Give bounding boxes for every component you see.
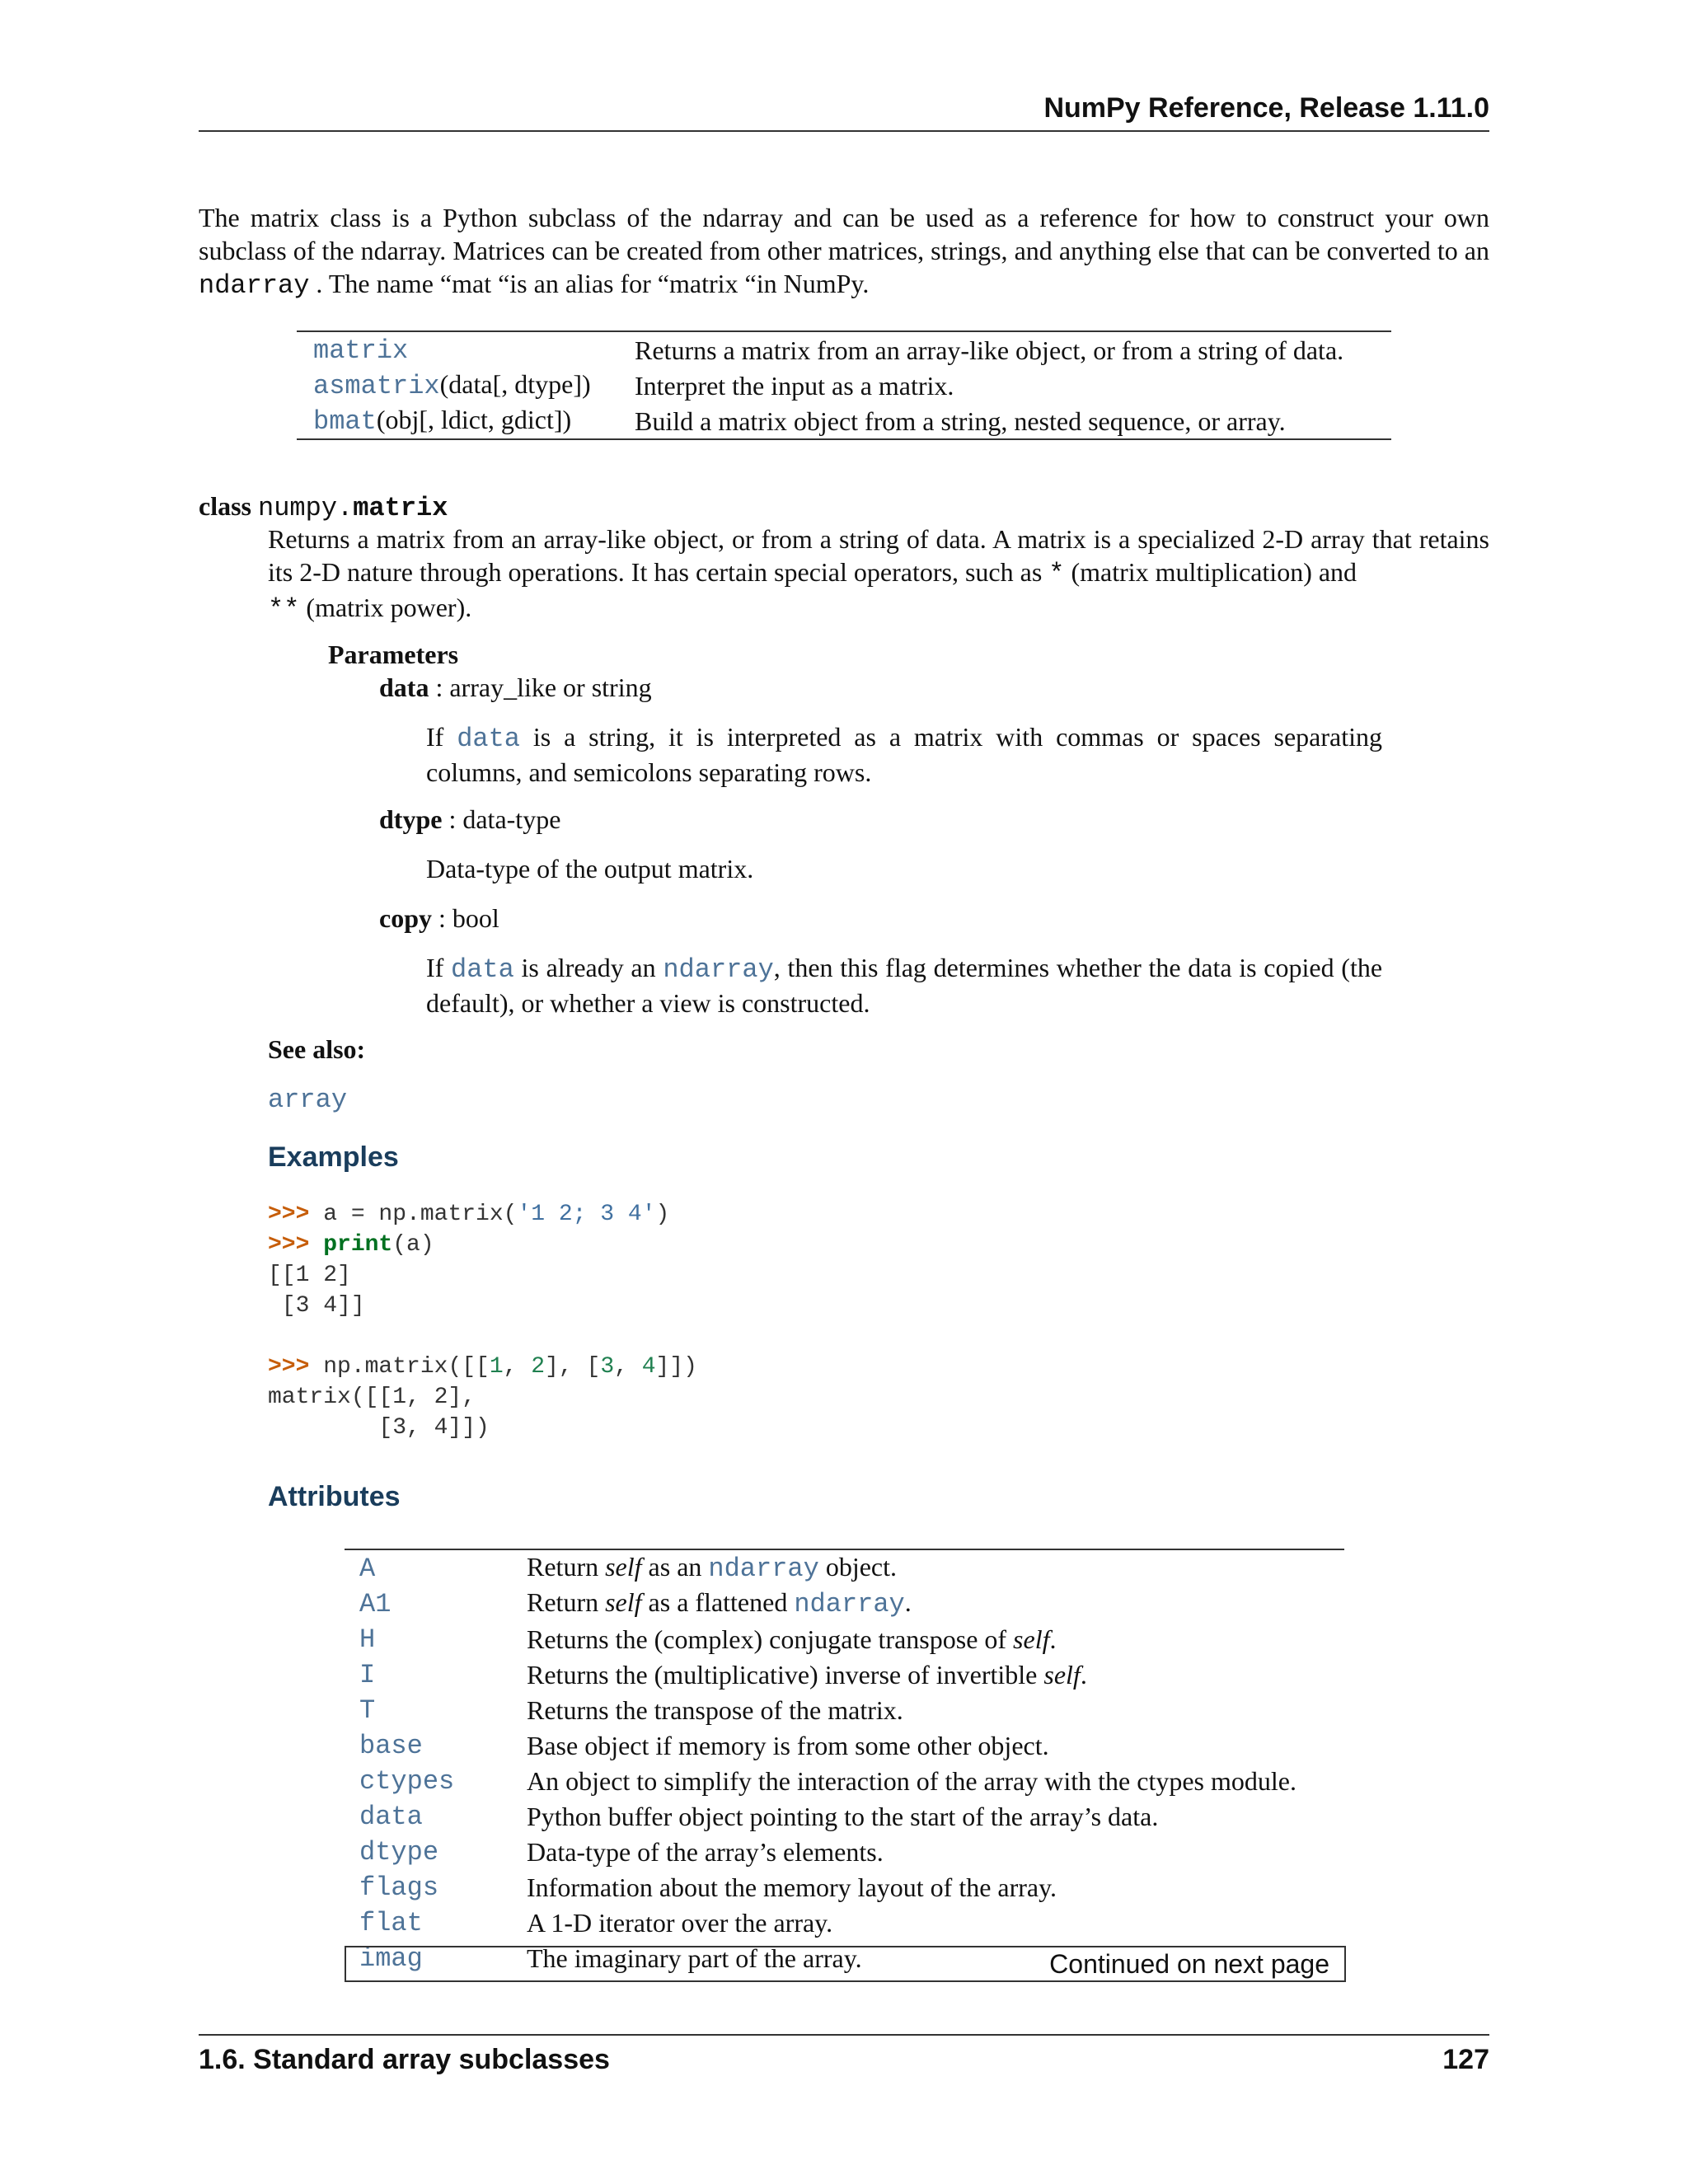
table-row: [345, 1621, 1344, 1657]
intro-text-end: . The name “mat “is an alias for “matrix “in NumPy.: [316, 269, 870, 298]
continued-text: Continued on next page: [1049, 1949, 1329, 1979]
attribute-link-ctypes[interactable]: ctypes: [359, 1766, 455, 1797]
bmat-link[interactable]: bmat: [313, 406, 377, 437]
examples-heading: Examples: [268, 1141, 399, 1173]
signature: (obj[, ldict, gdict]): [376, 405, 572, 434]
output-line: [3 4]]: [268, 1293, 365, 1319]
attribute-description: [512, 1692, 1344, 1727]
desc-text: An object to simplify the interaction of the array with the ctypes module.: [527, 1765, 1296, 1796]
table-row: [345, 1763, 1344, 1798]
asmatrix-link[interactable]: asmatrix: [313, 371, 440, 401]
attribute-link-a[interactable]: A: [359, 1554, 376, 1584]
page-header: [199, 92, 1489, 132]
param-type: : array_like or string: [429, 673, 652, 702]
param-text: is already an: [521, 953, 656, 982]
operator-power: **: [268, 594, 300, 625]
code-text: ): [655, 1202, 670, 1227]
code-text: ]]): [655, 1354, 697, 1380]
table-row: [345, 1905, 1344, 1940]
table-row: [345, 1798, 1344, 1834]
example-code-block: [268, 1199, 697, 1443]
document-title: NumPy Reference, Release 1.11.0: [1043, 92, 1489, 124]
page-number: 127: [1442, 2044, 1489, 2075]
attribute-link-h[interactable]: H: [359, 1624, 376, 1655]
attribute-link-imag[interactable]: imag: [359, 1943, 423, 1974]
table-row: [345, 1869, 1344, 1905]
attribute-description: [512, 1657, 1344, 1692]
attribute-description: [512, 1763, 1344, 1798]
code-text: a = np.matrix(: [309, 1202, 518, 1227]
parameters-heading: Parameters: [328, 640, 459, 669]
page-footer: [199, 2034, 1489, 2085]
table-row: [297, 368, 1391, 403]
param-text: If: [426, 722, 444, 752]
param-data-description: [426, 720, 1382, 789]
code-text: ,: [503, 1354, 532, 1380]
table-row: [345, 1657, 1344, 1692]
desc-text: Base object if memory is from some other object.: [527, 1730, 1049, 1760]
ndarray-link[interactable]: ndarray: [708, 1554, 819, 1584]
keyword: print: [309, 1232, 393, 1258]
param-name: data: [379, 673, 429, 702]
attributes-heading: Attributes: [268, 1481, 401, 1512]
data-ref[interactable]: data: [457, 724, 520, 754]
param-text: is a string, it is interpreted as a matrix with commas or spaces separating columns, and semicolons separating rows.: [426, 722, 1382, 787]
row-description: Returns a matrix from an array-like object, or from a string of data.: [635, 335, 1344, 365]
param-name: dtype: [379, 804, 443, 834]
desc-text: Return: [527, 1552, 606, 1582]
code-text: ,: [614, 1354, 642, 1380]
attribute-description: [512, 1905, 1344, 1940]
attribute-link-flat[interactable]: flat: [359, 1908, 423, 1938]
row-description: Interpret the input as a matrix.: [635, 370, 954, 401]
attribute-link-flags[interactable]: flags: [359, 1872, 439, 1903]
param-copy-description: [426, 951, 1382, 1019]
table-row: [345, 1549, 1344, 1586]
matrix-link[interactable]: matrix: [313, 335, 409, 366]
table-row: [297, 403, 1391, 439]
section-title: 1.6. Standard array subclasses: [199, 2044, 610, 2075]
param-text: If: [426, 953, 444, 982]
param-dtype: [379, 803, 560, 836]
desc-text: as an: [641, 1552, 709, 1582]
param-name: copy: [379, 903, 432, 933]
desc-text: Returns a matrix from an array-like object, or from a string of data. A matrix is a specialized 2-D array that retains its 2-D nature through operations. It has certain special operators, such as: [268, 524, 1489, 587]
emphasis: self: [605, 1552, 642, 1582]
code-text: (a): [392, 1232, 434, 1258]
attribute-description: [512, 1586, 1344, 1621]
desc-text: Return: [527, 1587, 606, 1617]
number: 3: [600, 1354, 615, 1380]
ndarray-link[interactable]: ndarray: [794, 1589, 905, 1619]
attribute-description: [512, 1869, 1344, 1905]
attribute-link-a1[interactable]: A1: [359, 1589, 392, 1619]
prompt: >>>: [268, 1202, 310, 1227]
class-description: [268, 523, 1489, 626]
desc-text: .: [1080, 1659, 1087, 1690]
attribute-link-data[interactable]: data: [359, 1802, 423, 1832]
emphasis: self: [1043, 1659, 1081, 1690]
attribute-description: [512, 1549, 1344, 1586]
output-line: [3, 4]]): [268, 1415, 490, 1441]
ndarray-link[interactable]: ndarray: [663, 954, 774, 985]
signature: (data[, dtype]): [439, 369, 591, 399]
table-row: [345, 1727, 1344, 1763]
param-type: : data-type: [442, 804, 561, 834]
emphasis: self: [1013, 1624, 1050, 1654]
prompt: >>>: [268, 1354, 310, 1380]
see-also-heading: See also:: [268, 1034, 366, 1064]
code-text: np.matrix([[: [309, 1354, 490, 1380]
param-data: [379, 671, 652, 704]
attribute-description: [512, 1834, 1344, 1869]
row-description: Build a matrix object from a string, nested sequence, or array.: [635, 405, 1286, 436]
attribute-description: [512, 1727, 1344, 1763]
param-copy: [379, 902, 499, 935]
desc-text: A 1-D iterator over the array.: [527, 1907, 833, 1938]
attribute-link-t[interactable]: T: [359, 1695, 376, 1726]
desc-text: The imaginary part of the array.: [527, 1943, 862, 1973]
table-row: [297, 331, 1391, 368]
desc-text: .: [904, 1587, 912, 1617]
output-line: matrix([[1, 2],: [268, 1385, 476, 1410]
desc-text: Returns the (complex) conjugate transpose of: [527, 1624, 1014, 1654]
desc-text: object.: [818, 1552, 897, 1582]
desc-text: Information about the memory layout of the array.: [527, 1872, 1057, 1902]
param-type: : bool: [432, 903, 499, 933]
number: 1: [489, 1354, 504, 1380]
intro-paragraph: [199, 201, 1489, 302]
desc-text: (matrix multiplication) and: [1071, 557, 1357, 587]
desc-text: .: [1049, 1624, 1057, 1654]
array-link[interactable]: array: [268, 1085, 348, 1115]
output-line: [[1 2]: [268, 1263, 351, 1288]
desc-text: as a flattened: [641, 1587, 795, 1617]
module-prefix: numpy.: [258, 493, 354, 523]
summary-table: [297, 330, 1391, 440]
class-name: matrix: [353, 493, 448, 523]
ndarray-code: ndarray: [199, 270, 310, 301]
prompt: >>>: [268, 1232, 310, 1258]
attribute-link-dtype[interactable]: dtype: [359, 1837, 439, 1868]
operator-multiply: *: [1048, 559, 1065, 589]
desc-text: Returns the (multiplicative) inverse of invertible: [527, 1659, 1044, 1690]
string-literal: '1 2; 3 4': [517, 1202, 656, 1227]
continued-notice: [345, 1946, 1346, 1982]
table-row: [345, 1834, 1344, 1869]
class-keyword: class: [199, 491, 251, 521]
desc-text: Returns the transpose of the matrix.: [527, 1694, 903, 1725]
desc-text: (matrix power).: [306, 593, 472, 622]
intro-text: The matrix class is a Python subclass of the ndarray and can be used as a reference for how to construct your own subclass of the ndarray. Matrices can be created from other matrices, strings, and anything else that can be converted to an: [199, 203, 1489, 265]
number: 2: [531, 1354, 546, 1380]
data-ref[interactable]: data: [451, 954, 514, 985]
param-dtype-description: Data-type of the output matrix.: [426, 854, 754, 883]
number: 4: [641, 1354, 656, 1380]
code-text: ], [: [545, 1354, 601, 1380]
emphasis: self: [605, 1587, 642, 1617]
attribute-description: [512, 1621, 1344, 1657]
attribute-link-i[interactable]: I: [359, 1660, 376, 1690]
param-text: , then this flag determines whether the data is copied (the default), or whether a view is constructed.: [426, 953, 1383, 1018]
attribute-description: [512, 1798, 1344, 1834]
desc-text: Python buffer object pointing to the start of the array’s data.: [527, 1801, 1159, 1831]
table-row: [345, 1692, 1344, 1727]
table-row: [345, 1586, 1344, 1621]
desc-text: Data-type of the array’s elements.: [527, 1836, 884, 1867]
class-signature: [199, 490, 448, 525]
attribute-link-base[interactable]: base: [359, 1731, 423, 1761]
attributes-table: [345, 1549, 1344, 1975]
